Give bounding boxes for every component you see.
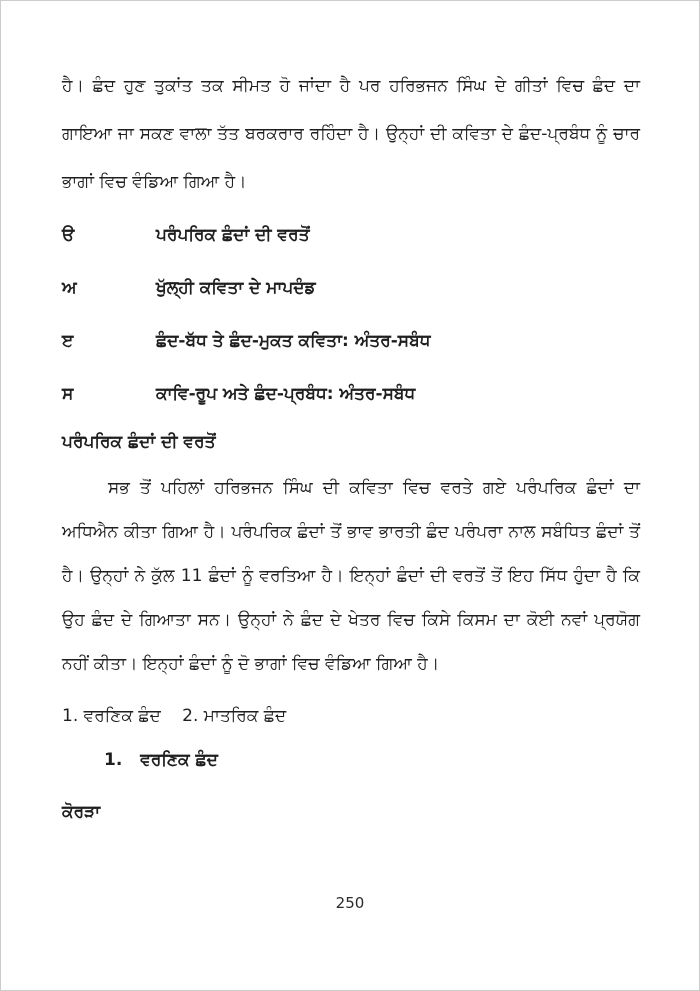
chhand-type-1: 1. ਵਰਣਿਕ ਛੰਦ (62, 706, 161, 726)
outline-label-1: ਪਰੰਪਰਿਕ ਛੰਦਾਂ ਦੀ ਵਰਤੋਂ (156, 225, 310, 245)
subsection-heading (62, 738, 640, 782)
outline-marker-3: ੲ (62, 331, 74, 351)
outline-label-3: ਛੰਦ-ਬੱਧ ਤੇ ਛੰਦ-ਮੁਕਤ ਕਵਿਤਾ: ਅੰਤਰ-ਸਬੰਧ (156, 331, 431, 351)
intro-paragraph: ਹੈ। ਛੰਦ ਹੁਣ ਤੁਕਾਂਤ ਤਕ ਸੀਮਤ ਹੋ ਜਾਂਦਾ ਹੈ ਪਰ ਹਰਿਭਜਨ ਸਿੰਘ ਦੇ ਗੀਤਾਂ ਵਿਚ ਛੰਦ ਦਾ ਗਾਇਆ ਜਾ ਸਕਣ ਵਾਲਾ ਤੱਤ ਬਰਕਰਾਰ ਰਹਿੰਦਾ ਹੈ। ਉਨ੍ਹਾਂ ਦੀ ਕਵਿਤਾ ਦੇ ਛੰਦ-ਪ੍ਰਬੰਧ ਨੂੰ ਚਾਰ ਭਾਗਾਂ ਵਿਚ ਵੰਡਿਆ ਗਿਆ ਹੈ। (62, 76, 640, 192)
chhand-type-line (62, 694, 640, 738)
page-number: 250 (335, 894, 365, 912)
section-paragraph: ਸਭ ਤੋਂ ਪਹਿਲਾਂ ਹਰਿਭਜਨ ਸਿੰਘ ਦੀ ਕਵਿਤਾ ਵਿਚ ਵਰਤੇ ਗਏ ਪਰੰਪਰਿਕ ਛੰਦਾਂ ਦਾ ਅਧਿਐਨ ਕੀਤਾ ਗਿਆ ਹੈ। ਪਰੰਪਰਿਕ ਛੰਦਾਂ ਤੋਂ ਭਾਵ ਭਾਰਤੀ ਛੰਦ ਪਰੰਪਰਾ ਨਾਲ ਸਬੰਧਿਤ ਛੰਦਾਂ ਤੋਂ ਹੈ। ਉਨ੍ਹਾਂ ਨੇ ਕੁੱਲ 11 ਛੰਦਾਂ ਨੂੰ ਵਰਤਿਆ ਹੈ। ਇਨ੍ਹਾਂ ਛੰਦਾਂ ਦੀ ਵਰਤੋਂ ਤੋਂ ਇਹ ਸਿੱਧ ਹੁੰਦਾ ਹੈ ਕਿ ਉਹ ਛੰਦ ਦੇ ਗਿਆਤਾ ਸਨ। ਉਨ੍ਹਾਂ ਨੇ ਛੰਦ ਦੇ ਖੇਤਰ ਵਿਚ ਕਿਸੇ ਕਿਸਮ ਦਾ ਕੋਈ ਨਵਾਂ ਪ੍ਰਯੋਗ ਨਹੀਂ ਕੀਤਾ। ਇਨ੍ਹਾਂ ਛੰਦਾਂ ਨੂੰ ਦੋ ਭਾਗਾਂ ਵਿਚ ਵੰਡਿਆ ਗਿਆ ਹੈ। (62, 478, 640, 674)
chhand-name-heading: ਕੋਰੜਾ (62, 802, 101, 822)
outline-label-2: ਖੁੱਲ੍ਹੀ ਕਵਿਤਾ ਦੇ ਮਾਪਦੰਡ (156, 278, 316, 298)
subsection-marker: 1. (104, 750, 123, 770)
outline-marker-2: ਅ (62, 278, 77, 298)
outline-marker-4: ਸ (62, 384, 74, 404)
outline-item-1 (62, 211, 640, 259)
outline-marker-1: ੳ (62, 225, 75, 245)
outline-item-3 (62, 317, 640, 365)
section-heading: ਪਰੰਪਰਿਕ ਛੰਦਾਂ ਦੀ ਵਰਤੋਂ (62, 432, 216, 452)
outline-label-4: ਕਾਵਿ-ਰੂਪ ਅਤੇ ਛੰਦ-ਪ੍ਰਬੰਧ: ਅੰਤਰ-ਸਬੰਧ (156, 384, 416, 404)
subsection-label: ਵਰਣਿਕ ਛੰਦ (140, 750, 218, 770)
outline-item-4 (62, 370, 640, 418)
chhand-type-2: 2. ਮਾਤਰਿਕ ਛੰਦ (182, 706, 287, 726)
outline-item-2 (62, 264, 640, 312)
outline-list (62, 211, 640, 418)
